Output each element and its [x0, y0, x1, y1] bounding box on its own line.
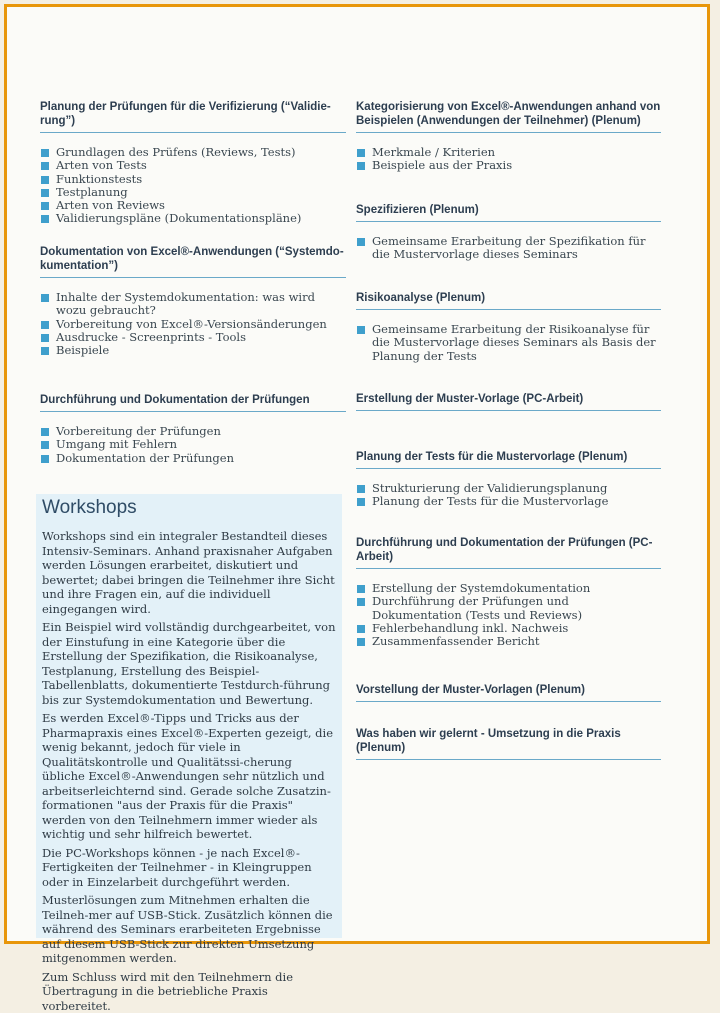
- square-bullet-icon: [41, 215, 49, 223]
- page: [4, 4, 710, 944]
- square-bullet-icon: [41, 176, 49, 184]
- list-item: [40, 291, 346, 318]
- list-item-text: Inhalte der Systemdokumentation: was wird wozu gebraucht?: [56, 290, 315, 317]
- square-bullet-icon: [41, 321, 49, 329]
- section-left-0: [40, 100, 346, 226]
- square-bullet-icon: [357, 485, 365, 493]
- workshops-paragraph: Zum Schluss wird mit den Teilnehmern die Übertragung in die betriebliche Praxis vorbereitet.: [42, 970, 337, 1013]
- section-heading: Planung der Prüfungen für die Verifizierung (“Validie-rung”): [40, 100, 346, 133]
- square-bullet-icon: [41, 347, 49, 355]
- list-item-text: Arten von Tests: [56, 158, 147, 172]
- workshops-paragraph: Die PC-Workshops können - je nach Excel®-Fertigkeiten der Teilnehmer - in Kleingruppen oder in Einzelarbeit durchgeführt werden.: [42, 846, 337, 890]
- list-item-text: Vorbereitung der Prüfungen: [56, 424, 221, 438]
- section-heading: Planung der Tests für die Mustervorlage (Plenum): [356, 450, 661, 469]
- square-bullet-icon: [41, 202, 49, 210]
- list-item: [40, 318, 346, 331]
- workshops-title: Workshops: [42, 496, 337, 520]
- list-item-text: Beispiele: [56, 343, 109, 357]
- list-item: [356, 635, 661, 648]
- section-right-2: [356, 291, 661, 363]
- list-item: [356, 482, 661, 495]
- section-heading: Durchführung und Dokumentation der Prüfungen: [40, 393, 346, 412]
- list-item-text: Arten von Reviews: [56, 198, 165, 212]
- square-bullet-icon: [357, 638, 365, 646]
- list-item: [356, 582, 661, 595]
- section-left-1: [40, 245, 346, 357]
- list-item: [40, 159, 346, 172]
- workshops-paragraph: Ein Beispiel wird vollständig durchgearbeitet, von der Einstufung in eine Kategorie über die Erstellung der Spezifikation, die Risikoanalyse, Testplanung, Erstellung des Beispiel-Tabellenblatts, dokumentierte Testdurch-führung bis zur Systemdokumentation und Bewertung.: [42, 620, 337, 707]
- list-item-text: Durchführung der Prüfungen und Dokumentation (Tests und Reviews): [372, 594, 582, 621]
- workshops-paragraph: Es werden Excel®-Tipps und Tricks aus der Pharmapraxis eines Excel®-Experten gezeigt, die wenig bekannt, jedoch für viele in Qualitätskontrolle und Qualitätssi-cherung übliche Excel®-Anwendungen sehr nützlich und arbeitserleichternd sind. Gerade solche Zusatzin-formationen "aus der Praxis für die Praxis" werden von den Teilnehmern immer wieder als wichtig und sehr hilfreich bewertet.: [42, 711, 337, 842]
- square-bullet-icon: [357, 585, 365, 593]
- list-item-text: Testplanung: [56, 185, 128, 199]
- square-bullet-icon: [41, 149, 49, 157]
- list-item: [40, 199, 346, 212]
- square-bullet-icon: [357, 498, 365, 506]
- list-item-text: Merkmale / Kriterien: [372, 145, 495, 159]
- square-bullet-icon: [41, 294, 49, 302]
- section-right-0: [356, 100, 661, 173]
- list-item-text: Erstellung der Systemdokumentation: [372, 581, 590, 595]
- list-item: [40, 452, 346, 465]
- list-item-text: Fehlerbehandlung inkl. Nachweis: [372, 621, 568, 635]
- square-bullet-icon: [41, 189, 49, 197]
- list-item-text: Gemeinsame Erarbeitung der Risikoanalyse für die Mustervorlage dieses Seminars als Basis der Planung der Tests: [372, 322, 656, 363]
- list-item: [356, 146, 661, 159]
- list-item: [40, 331, 346, 344]
- list-item-text: Zusammenfassender Bericht: [372, 634, 540, 648]
- square-bullet-icon: [357, 149, 365, 157]
- square-bullet-icon: [41, 428, 49, 436]
- bullet-list: [356, 235, 661, 262]
- list-item: [40, 186, 346, 199]
- workshops-paragraph: Musterlösungen zum Mitnehmen erhalten die Teilneh-mer auf USB-Stick. Zusätzlich können die während des Seminars erarbeiteten Ergebnisse auf diesem USB-Stick zur direkten Umsetzung mitgenommen werden.: [42, 893, 337, 966]
- section-right-5: [356, 536, 661, 648]
- square-bullet-icon: [357, 625, 365, 633]
- section-heading: Vorstellung der Muster-Vorlagen (Plenum): [356, 683, 661, 702]
- section-right-3: [356, 392, 661, 411]
- section-heading: Erstellung der Muster-Vorlage (PC-Arbeit): [356, 392, 661, 411]
- section-heading: Risikoanalyse (Plenum): [356, 291, 661, 310]
- section-right-4: [356, 450, 661, 509]
- bullet-list: [356, 582, 661, 648]
- section-right-1: [356, 203, 661, 262]
- list-item-text: Dokumentation der Prüfungen: [56, 451, 234, 465]
- section-heading: Dokumentation von Excel®-Anwendungen (“Systemdo-kumentation”): [40, 245, 346, 278]
- list-item: [356, 622, 661, 635]
- list-item-text: Funktionstests: [56, 172, 142, 186]
- bullet-list: [356, 146, 661, 173]
- list-item: [40, 146, 346, 159]
- square-bullet-icon: [41, 162, 49, 170]
- workshops-paragraph: Workshops sind ein integraler Bestandteil dieses Intensiv-Seminars. Anhand praxisnaher Aufgaben werden Lösungen erarbeitet, diskutiert und bewertet; dabei bringen die Teilnehmer ihre Sicht und ihre Fragen ein, auf die individuell eingegangen wird.: [42, 529, 337, 616]
- section-heading: Kategorisierung von Excel®-Anwendungen anhand von Beispielen (Anwendungen der Teilnehmer) (Plenum): [356, 100, 661, 133]
- list-item: [40, 212, 346, 225]
- list-item: [40, 173, 346, 186]
- list-item-text: Grundlagen des Prüfens (Reviews, Tests): [56, 145, 296, 159]
- square-bullet-icon: [357, 326, 365, 334]
- section-right-7: [356, 727, 661, 760]
- section-right-6: [356, 683, 661, 702]
- list-item-text: Planung der Tests für die Mustervorlage: [372, 494, 608, 508]
- list-item-text: Umgang mit Fehlern: [56, 437, 177, 451]
- list-item: [356, 595, 661, 622]
- bullet-list: [40, 146, 346, 226]
- list-item-text: Beispiele aus der Praxis: [372, 158, 512, 172]
- list-item: [356, 159, 661, 172]
- section-heading: Spezifizieren (Plenum): [356, 203, 661, 222]
- bullet-list: [40, 425, 346, 465]
- workshops-box: [36, 494, 342, 938]
- list-item-text: Gemeinsame Erarbeitung der Spezifikation für die Mustervorlage dieses Seminars: [372, 234, 646, 261]
- section-left-2: [40, 393, 346, 465]
- bullet-list: [40, 291, 346, 357]
- list-item: [356, 495, 661, 508]
- square-bullet-icon: [41, 334, 49, 342]
- square-bullet-icon: [357, 598, 365, 606]
- bullet-list: [356, 323, 661, 363]
- square-bullet-icon: [357, 238, 365, 246]
- square-bullet-icon: [357, 162, 365, 170]
- list-item: [40, 425, 346, 438]
- list-item-text: Vorbereitung von Excel®-Versionsänderungen: [56, 317, 327, 331]
- list-item: [40, 344, 346, 357]
- square-bullet-icon: [41, 455, 49, 463]
- list-item: [40, 438, 346, 451]
- list-item-text: Validierungspläne (Dokumentationspläne): [56, 211, 301, 225]
- bullet-list: [356, 482, 661, 509]
- section-heading: Durchführung und Dokumentation der Prüfungen (PC-Arbeit): [356, 536, 661, 569]
- list-item-text: Strukturierung der Validierungsplanung: [372, 481, 607, 495]
- section-heading: Was haben wir gelernt - Umsetzung in die Praxis (Plenum): [356, 727, 661, 760]
- list-item: [356, 323, 661, 363]
- square-bullet-icon: [41, 441, 49, 449]
- list-item-text: Ausdrucke - Screenprints - Tools: [56, 330, 246, 344]
- list-item: [356, 235, 661, 262]
